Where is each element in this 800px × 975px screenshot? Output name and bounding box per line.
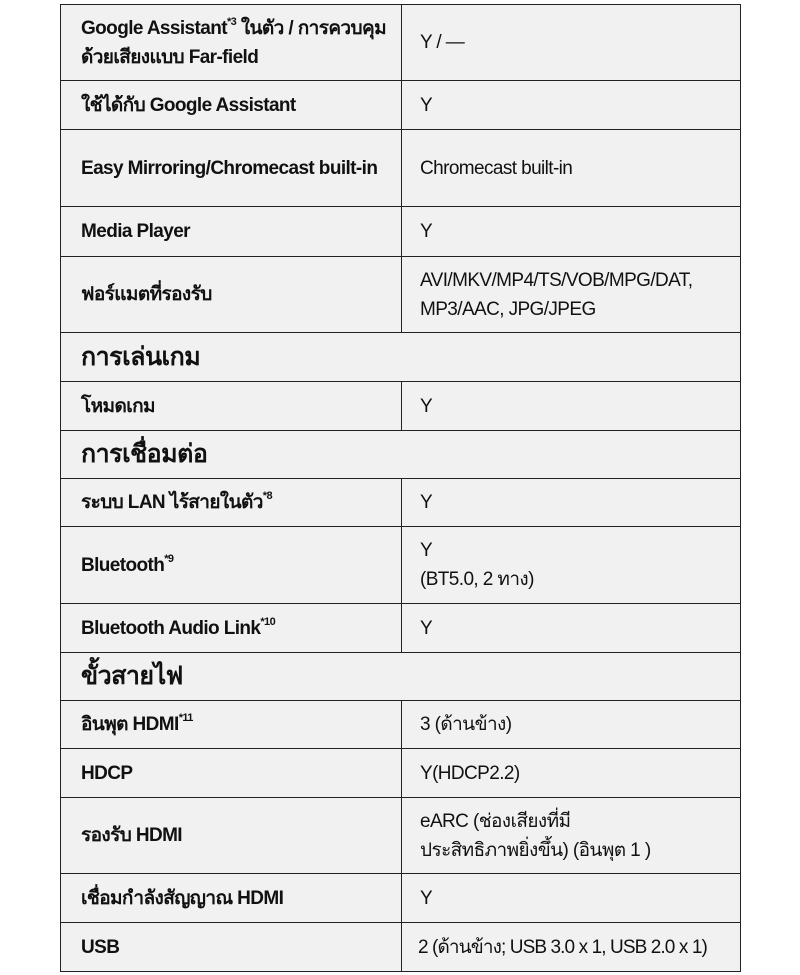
spec-label: USB	[61, 923, 402, 972]
spec-value: 3 (ด้านข้าง)	[402, 701, 741, 749]
spec-label: Easy Mirroring/Chromecast built-in	[61, 130, 402, 207]
spec-value: Y	[402, 382, 741, 431]
spec-label: Media Player	[61, 207, 402, 257]
table-row	[61, 81, 741, 130]
spec-value: Y(HDCP2.2)	[402, 749, 741, 798]
table-row	[61, 527, 741, 604]
table-row	[61, 923, 741, 972]
table-row	[61, 798, 741, 874]
spec-value: eARC (ช่องเสียงที่มี ประสิทธิภาพยิ่งขึ้น) (อินพุต 1 )	[402, 798, 741, 874]
spec-label: HDCP	[61, 749, 402, 798]
spec-value: Y (BT5.0, 2 ทาง)	[402, 527, 741, 604]
spec-label: ระบบ LAN ไร้สายในตัว$^{*8}$	[61, 479, 402, 527]
spec-value: Chromecast built-in	[402, 130, 741, 207]
table-row	[61, 382, 741, 431]
table-row	[61, 749, 741, 798]
spec-label: เชื่อมกำลังสัญญาณ HDMI	[61, 874, 402, 923]
table-row	[61, 257, 741, 333]
table-row	[61, 207, 741, 257]
spec-label: โหมดเกม	[61, 382, 402, 431]
spec-label: รองรับ HDMI	[61, 798, 402, 874]
table-row	[61, 479, 741, 527]
spec-value: Y	[402, 207, 741, 257]
spec-value: AVI/MKV/MP4/TS/VOB/MPG/DAT, MP3/AAC, JPG/JPEG	[402, 257, 741, 333]
spec-value: Y	[402, 81, 741, 130]
section-heading: ขั้วสายไฟ	[61, 653, 741, 701]
table-row	[61, 130, 741, 207]
spec-table	[60, 4, 741, 972]
table-row	[61, 5, 741, 81]
spec-value: Y	[402, 479, 741, 527]
section-row	[61, 431, 741, 479]
section-row	[61, 653, 741, 701]
spec-value: Y	[402, 874, 741, 923]
spec-label: ใช้ได้กับ Google Assistant	[61, 81, 402, 130]
table-row	[61, 604, 741, 653]
spec-value: Y	[402, 604, 741, 653]
section-heading: การเชื่อมต่อ	[61, 431, 741, 479]
spec-value: 2 (ด้านข้าง; USB 3.0 x 1, USB 2.0 x 1)	[402, 923, 741, 972]
spec-label: ฟอร์แมตที่รองรับ	[61, 257, 402, 333]
spec-label: อินพุต HDMI$^{*11}$	[61, 701, 402, 749]
spec-label: Bluetooth Audio Link$^{*10}$	[61, 604, 402, 653]
table-row	[61, 874, 741, 923]
section-row	[61, 333, 741, 382]
table-row	[61, 701, 741, 749]
section-heading: การเล่นเกม	[61, 333, 741, 382]
spec-label: Bluetooth$^{*9}$	[61, 527, 402, 604]
spec-label: Google Assistant$^{*3}$ ในตัว / การควบคุมด้วยเสียงแบบ Far-field	[61, 5, 402, 81]
spec-value: Y / —	[402, 5, 741, 81]
